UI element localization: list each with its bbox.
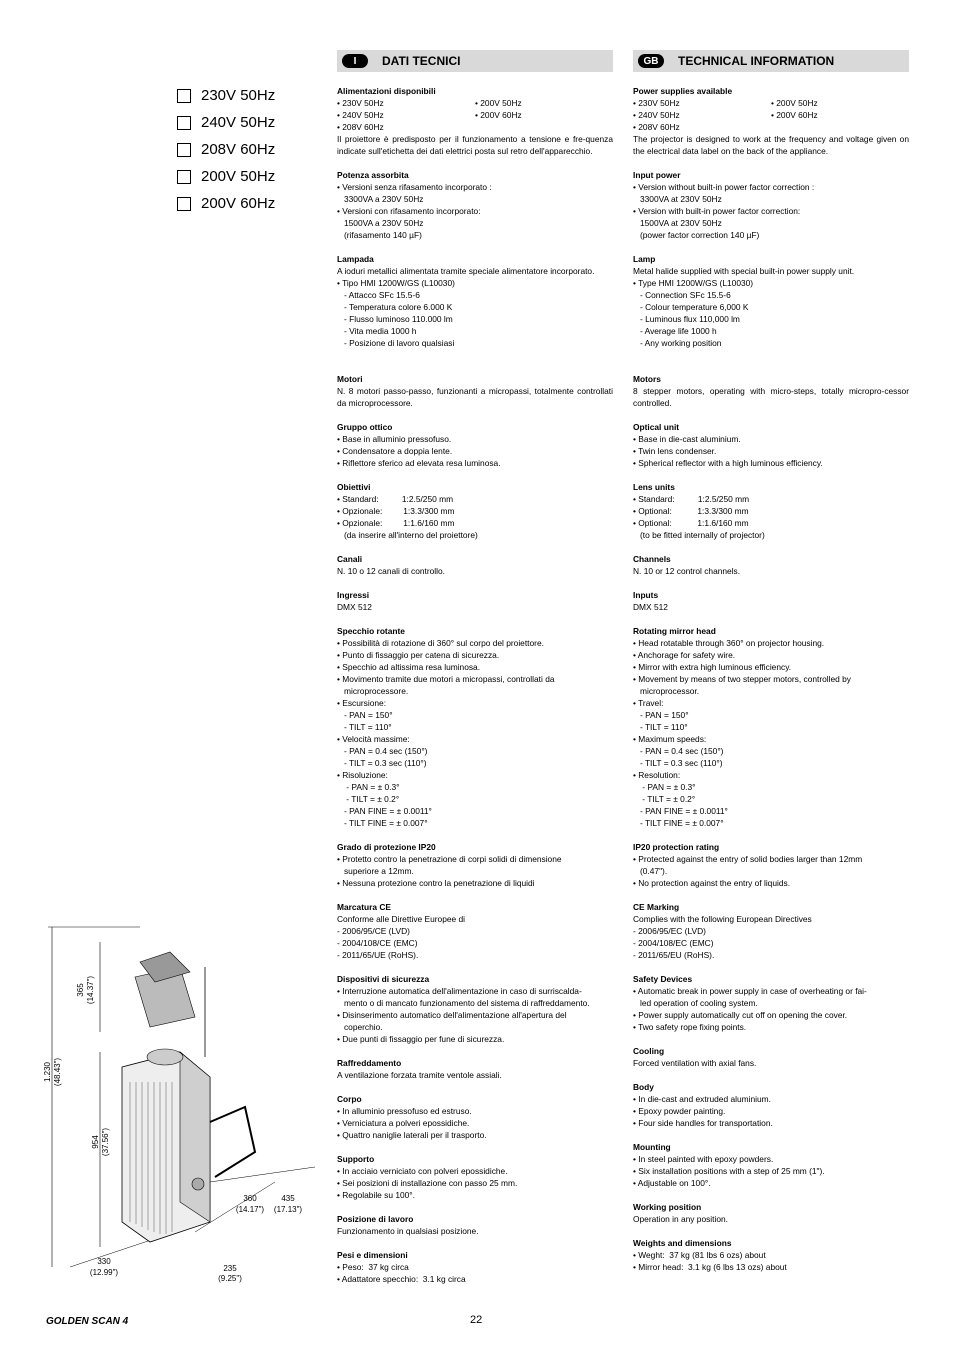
spec-line: - TILT = ± 0.2° xyxy=(633,794,696,804)
spec-line: • Six installation positions with a step of 25 mm (1"). xyxy=(633,1166,825,1176)
spec-text: Forced ventilation with axial fans. xyxy=(633,1058,757,1068)
spec-title: CE Marking xyxy=(633,902,680,912)
section-title: TECHNICAL INFORMATION xyxy=(678,54,835,68)
spec-line: • Verniciatura a polveri epossidiche. xyxy=(337,1118,470,1128)
spec-section xyxy=(633,481,909,541)
spec-title: IP20 protection rating xyxy=(633,842,720,852)
dim-width-1: 360 xyxy=(243,1194,257,1203)
spec-line: • Possibilità di rotazione di 360° sul corpo del proiettore. xyxy=(337,638,544,648)
spec-section xyxy=(633,841,909,889)
spec-text: Funzionamento in qualsiasi posizione. xyxy=(337,1226,479,1236)
power-supply-item: • 240V 50Hz xyxy=(337,110,384,120)
spec-section xyxy=(337,421,613,469)
spec-line: • Resolution: xyxy=(633,770,681,780)
voltage-option[interactable] xyxy=(177,109,275,136)
spec-line: • Nessuna protezione contro la penetrazione di liquidi xyxy=(337,878,535,888)
spec-section xyxy=(337,1213,613,1237)
spec-title: Lens units xyxy=(633,482,675,492)
spec-section xyxy=(337,901,613,961)
spec-text: Il proiettore è predisposto per il funzionamento a tensione e fre-quenza indicate sull'etichetta dei dati elettrici posta sul retro dell'apparecchio. xyxy=(337,134,613,156)
dim-width-1-inches: (14.17") xyxy=(235,1205,265,1214)
spec-line: • No protection against the entry of liquids. xyxy=(633,878,791,888)
spec-title: Pesi e dimensioni xyxy=(337,1250,408,1260)
dim-head: 365 xyxy=(76,983,85,997)
spec-title: Inputs xyxy=(633,590,659,600)
spec-line: • Riflettore sferico ad elevata resa luminosa. xyxy=(337,458,501,468)
dim-total: 1.230 xyxy=(43,1061,52,1083)
power-supply-item: • 230V 50Hz xyxy=(633,98,680,108)
voltage-checkbox[interactable] xyxy=(177,170,191,184)
voltage-label: 200V 60Hz xyxy=(201,195,276,212)
spec-title: Motors xyxy=(633,374,661,384)
spec-text: N. 10 o 12 canali di controllo. xyxy=(337,566,446,576)
spec-section xyxy=(337,253,613,361)
spec-title: Marcatura CE xyxy=(337,902,391,912)
spec-title: Channels xyxy=(633,554,671,564)
dim-depth-2-inches: (9.25") xyxy=(218,1274,242,1283)
spec-title: Input power xyxy=(633,170,681,180)
spec-line: - TILT = 0.3 sec (110°) xyxy=(337,758,427,768)
spec-line: • Weght: 37 kg (81 lbs 6 ozs) about xyxy=(633,1250,766,1260)
spacer xyxy=(633,349,909,361)
spec-section xyxy=(633,589,909,613)
spec-section xyxy=(633,901,909,961)
spec-line: - PAN = 0.4 sec (150°) xyxy=(337,746,428,756)
dim-width-2: 435 xyxy=(281,1194,295,1203)
spec-line: • Travel: xyxy=(633,698,664,708)
spec-line: • In die-cast and extruded aluminium. xyxy=(633,1094,771,1104)
language-badge: GB xyxy=(638,54,664,68)
spec-title: Safety Devices xyxy=(633,974,693,984)
voltage-checkbox[interactable] xyxy=(177,116,191,130)
spec-line: • Mirror head: 3.1 kg (6 lbs 13 ozs) about xyxy=(633,1262,787,1272)
dim-depth-1: 330 xyxy=(97,1257,111,1266)
spec-line: • In acciaio verniciato con polveri epossidiche. xyxy=(337,1166,508,1176)
spec-line: • Punto di fissaggio per catena di sicurezza. xyxy=(337,650,500,660)
spec-line: - Posizione di lavoro qualsiasi xyxy=(337,338,455,348)
spec-title: Weights and dimensions xyxy=(633,1238,732,1248)
spec-line: • Anchorage for safety wire. xyxy=(633,650,736,660)
spec-title: Ingressi xyxy=(337,590,370,600)
spec-line: microprocessor. xyxy=(633,686,700,696)
spec-line: Metal halide supplied with special built-in power supply unit. xyxy=(633,266,855,276)
spec-line: (power factor correction 140 µF) xyxy=(633,230,760,240)
power-supply-item xyxy=(475,121,613,133)
spec-section xyxy=(337,481,613,541)
voltage-options xyxy=(177,82,275,217)
spec-title: Raffreddamento xyxy=(337,1058,402,1068)
dim-depth-2: 235 xyxy=(223,1264,237,1273)
spec-line: • Base in die-cast aluminium. xyxy=(633,434,741,444)
spec-line: • Disinserimento automatico dell'alimentazione all'apertura del xyxy=(337,1010,567,1020)
spec-section xyxy=(633,169,909,241)
spec-line: A ioduri metallici alimentata tramite speciale alimentatore incorporato. xyxy=(337,266,595,276)
spec-section xyxy=(337,373,613,409)
voltage-label: 208V 60Hz xyxy=(201,141,276,158)
spec-title: Alimentazioni disponibili xyxy=(337,86,436,96)
spec-line: - Vita media 1000 h xyxy=(337,326,417,336)
spec-title: Gruppo ottico xyxy=(337,422,393,432)
spec-section xyxy=(633,625,909,829)
spec-line: - Colour temperature 6,000 K xyxy=(633,302,749,312)
spec-line: 3300VA a 230V 50Hz xyxy=(337,194,424,204)
spec-line: - TILT FINE = ± 0.007° xyxy=(337,818,428,828)
spec-section xyxy=(633,85,909,157)
spec-title: Rotating mirror head xyxy=(633,626,716,636)
spec-section xyxy=(337,1153,613,1201)
spec-line: - 2004/108/CE (EMC) xyxy=(337,938,418,948)
spec-line: - Any working position xyxy=(633,338,722,348)
spec-line: - Temperatura colore 6.000 K xyxy=(337,302,453,312)
spec-line: • Version without built-in power factor correction : xyxy=(633,182,815,192)
power-supply-item: • 200V 60Hz xyxy=(771,110,818,120)
spec-title: Dispositivi di sicurezza xyxy=(337,974,430,984)
spec-line: superiore a 12mm. xyxy=(337,866,414,876)
spec-line: • In steel painted with epoxy powders. xyxy=(633,1154,774,1164)
spec-text: N. 10 or 12 control channels. xyxy=(633,566,741,576)
spec-line: • Opzionale: 1:1.6/160 mm xyxy=(337,518,455,528)
power-supply-row xyxy=(337,121,613,133)
spec-line: • Protetto contro la penetrazione di corpi solidi di dimensione xyxy=(337,854,562,864)
spec-line: - Flusso luminoso 110.000 lm xyxy=(337,314,453,324)
spec-section xyxy=(633,1201,909,1225)
dim-width-2-inches: (17.13") xyxy=(273,1205,303,1214)
spec-section xyxy=(337,85,613,157)
spec-line: - PAN = 0.4 sec (150°) xyxy=(633,746,724,756)
spec-line: • Interruzione automatica dell'alimentazione in caso di surriscalda- xyxy=(337,986,582,996)
power-supply-item: • 200V 50Hz xyxy=(771,98,818,108)
spec-line: • Optional: 1:3.3/300 mm xyxy=(633,506,749,516)
spec-line: - 2004/108/EC (EMC) xyxy=(633,938,714,948)
spec-line: - PAN = ± 0.3° xyxy=(633,782,696,792)
voltage-label: 240V 50Hz xyxy=(201,114,276,131)
italian-column xyxy=(337,50,613,1297)
power-supply-item xyxy=(771,121,909,133)
spec-line: - 2006/95/CE (LVD) xyxy=(337,926,410,936)
spec-line: • Optional: 1:1.6/160 mm xyxy=(633,518,749,528)
spec-line: • Versioni con rifasamento incorporato: xyxy=(337,206,481,216)
spec-line: mento o di mancato funzionamento del sistema di raffreddamento. xyxy=(337,998,590,1008)
power-supply-item: • 230V 50Hz xyxy=(337,98,384,108)
dim-total-inches: (48.43") xyxy=(53,1057,62,1087)
spec-section xyxy=(337,1057,613,1081)
spec-line: • Risoluzione: xyxy=(337,770,388,780)
spec-title: Mounting xyxy=(633,1142,671,1152)
spec-section xyxy=(337,841,613,889)
spec-section xyxy=(633,1045,909,1069)
spec-text: DMX 512 xyxy=(337,602,372,612)
power-supply-row xyxy=(337,97,613,109)
spec-line: • Maximum speeds: xyxy=(633,734,707,744)
spec-title: Power supplies available xyxy=(633,86,733,96)
english-column xyxy=(633,50,909,1285)
spec-line: • Movimento tramite due motori a micropassi, controllati da xyxy=(337,674,555,684)
spec-line: • Adjustable on 100°. xyxy=(633,1178,711,1188)
spec-line: • Epoxy powder painting. xyxy=(633,1106,726,1116)
spec-section xyxy=(633,553,909,577)
projector-dimension-drawing xyxy=(30,922,320,1287)
spec-line: • Version with built-in power factor correction: xyxy=(633,206,801,216)
spec-line: • Spherical reflector with a high luminous efficiency. xyxy=(633,458,823,468)
spec-line: coperchio. xyxy=(337,1022,383,1032)
dim-head-inches: (14.37") xyxy=(86,975,95,1005)
spec-line: - Connection SFc 15.5-6 xyxy=(633,290,731,300)
section-header xyxy=(337,50,613,72)
spec-line: • Peso: 37 kg circa xyxy=(337,1262,409,1272)
voltage-checkbox[interactable] xyxy=(177,89,191,103)
spec-line: • Sei posizioni di installazione con passo 25 mm. xyxy=(337,1178,518,1188)
spec-line: • Two safety rope fixing points. xyxy=(633,1022,747,1032)
spec-title: Posizione di lavoro xyxy=(337,1214,414,1224)
spec-line: (da inserire all'interno del proiettore) xyxy=(337,530,478,540)
power-supply-row xyxy=(337,109,613,121)
spec-title: Specchio rotante xyxy=(337,626,405,636)
spec-line: - 2011/65/UE (RoHS). xyxy=(337,950,419,960)
spec-line: led operation of cooling system. xyxy=(633,998,758,1008)
power-supply-item: • 208V 60Hz xyxy=(337,122,384,132)
spec-line: Conforme alle Direttive Europee di xyxy=(337,914,466,924)
spec-line: microprocessore. xyxy=(337,686,409,696)
spec-line: - Attacco SFc 15.5-6 xyxy=(337,290,420,300)
spec-line: • Versioni senza rifasamento incorporato : xyxy=(337,182,492,192)
spec-text: A ventilazione forzata tramite ventole assiali. xyxy=(337,1070,502,1080)
spec-title: Cooling xyxy=(633,1046,665,1056)
dim-body: 954 xyxy=(91,1135,100,1149)
spec-line: • Velocità massime: xyxy=(337,734,410,744)
spec-line: - PAN = 150° xyxy=(633,710,689,720)
spec-section xyxy=(633,253,909,361)
spec-line: • Type HMI 1200W/GS (L10030) xyxy=(633,278,754,288)
spec-line: - TILT = ± 0.2° xyxy=(337,794,400,804)
spec-section xyxy=(633,421,909,469)
spec-line: (rifasamento 140 µF) xyxy=(337,230,422,240)
spec-title: Canali xyxy=(337,554,363,564)
language-badge: I xyxy=(342,54,368,68)
spec-title: Body xyxy=(633,1082,654,1092)
voltage-option[interactable] xyxy=(177,136,275,163)
spec-title: Grado di protezione IP20 xyxy=(337,842,436,852)
spec-line: • Twin lens condenser. xyxy=(633,446,717,456)
spec-line: - PAN = 150° xyxy=(337,710,393,720)
spec-title: Corpo xyxy=(337,1094,362,1104)
power-supply-item: • 200V 60Hz xyxy=(475,110,522,120)
power-supply-row xyxy=(633,97,909,109)
spec-title: Lampada xyxy=(337,254,374,264)
spec-line: • Opzionale: 1:3.3/300 mm xyxy=(337,506,455,516)
voltage-checkbox[interactable] xyxy=(177,143,191,157)
spec-line: - Average life 1000 h xyxy=(633,326,717,336)
spec-line: • Adattatore specchio: 3.1 kg circa xyxy=(337,1274,466,1284)
spec-line: • Condensatore a doppia lente. xyxy=(337,446,453,456)
voltage-option[interactable] xyxy=(177,82,275,109)
spec-section xyxy=(633,973,909,1033)
spec-line: - PAN FINE = ± 0.0011° xyxy=(337,806,432,816)
spec-line: Complies with the following European Directives xyxy=(633,914,812,924)
spec-line: • Escursione: xyxy=(337,698,387,708)
spec-section xyxy=(337,169,613,241)
spec-line: - TILT = 0.3 sec (110°) xyxy=(633,758,723,768)
power-supply-row xyxy=(633,109,909,121)
spec-title: Working position xyxy=(633,1202,702,1212)
spec-line: • Base in alluminio pressofuso. xyxy=(337,434,452,444)
spec-section xyxy=(337,589,613,613)
spec-line: • Power supply automatically cut off on opening the cover. xyxy=(633,1010,848,1020)
voltage-checkbox[interactable] xyxy=(177,197,191,211)
dim-body-inches: (37.56") xyxy=(101,1127,110,1157)
spec-line: - 2006/95/EC (LVD) xyxy=(633,926,706,936)
spec-section xyxy=(337,625,613,829)
dim-depth-1-inches: (12.99") xyxy=(89,1268,119,1277)
spacer xyxy=(337,349,613,361)
spec-title: Potenza assorbita xyxy=(337,170,409,180)
spec-text: The projector is designed to work at the frequency and voltage given on the electrical data label on the back of the appliance. xyxy=(633,134,909,156)
spec-line: 3300VA at 230V 50Hz xyxy=(633,194,722,204)
voltage-label: 230V 50Hz xyxy=(201,87,276,104)
spec-section xyxy=(337,553,613,577)
power-supply-row xyxy=(633,121,909,133)
spec-text: Operation in any position. xyxy=(633,1214,728,1224)
spec-section xyxy=(633,373,909,409)
spec-line: • Head rotatable through 360° on projector housing. xyxy=(633,638,825,648)
spec-line: - PAN = ± 0.3° xyxy=(337,782,400,792)
spec-section xyxy=(337,973,613,1045)
spec-section xyxy=(337,1249,613,1285)
spec-line: - 2011/65/EU (RoHS). xyxy=(633,950,715,960)
spec-line: - PAN FINE = ± 0.0011° xyxy=(633,806,728,816)
spec-line: • Automatic break in power supply in case of overheating or fai- xyxy=(633,986,867,996)
spec-title: Optical unit xyxy=(633,422,680,432)
spec-line: 1500VA at 230V 50Hz xyxy=(633,218,722,228)
spec-title: Obiettivi xyxy=(337,482,371,492)
spec-section xyxy=(633,1081,909,1129)
voltage-option[interactable] xyxy=(177,163,275,190)
spec-line: (0.47"). xyxy=(633,866,668,876)
spec-section xyxy=(633,1141,909,1189)
section-header xyxy=(633,50,909,72)
spec-line: • Four side handles for transportation. xyxy=(633,1118,773,1128)
spec-title: Motori xyxy=(337,374,363,384)
spec-line: • Due punti di fissaggio per fune di sicurezza. xyxy=(337,1034,505,1044)
section-title: DATI TECNICI xyxy=(382,54,461,68)
voltage-label: 200V 50Hz xyxy=(201,168,276,185)
spec-line: • Specchio ad altissima resa luminosa. xyxy=(337,662,481,672)
spec-line: • Protected against the entry of solid bodies larger than 12mm xyxy=(633,854,863,864)
spec-title: Supporto xyxy=(337,1154,375,1164)
power-supply-item: • 240V 50Hz xyxy=(633,110,680,120)
product-name: GOLDEN SCAN 4 xyxy=(46,1316,129,1327)
spec-line: • Movement by means of two stepper motors, controlled by xyxy=(633,674,851,684)
spec-line: • In alluminio pressofuso ed estruso. xyxy=(337,1106,472,1116)
spec-line: - Luminous flux 110,000 lm xyxy=(633,314,740,324)
spec-line: • Quattro naniglie laterali per il trasporto. xyxy=(337,1130,487,1140)
spec-text: 8 stepper motors, operating with micro-steps, totally micropro-cessor controlled. xyxy=(633,386,909,408)
spec-line: - TILT FINE = ± 0.007° xyxy=(633,818,724,828)
spec-line: • Standard: 1:2.5/250 mm xyxy=(633,494,750,504)
spec-line: - TILT = 110° xyxy=(337,722,392,732)
spec-section xyxy=(633,1237,909,1273)
spec-line: • Standard: 1:2.5/250 mm xyxy=(337,494,454,504)
spec-line: • Mirror with extra high luminous efficiency. xyxy=(633,662,792,672)
spec-text: N. 8 motori passo-passo, funzionanti a micropassi, totalmente controllati da microprocessore. xyxy=(337,386,613,408)
spec-line: • Tipo HMI 1200W/GS (L10030) xyxy=(337,278,455,288)
spec-section xyxy=(337,1093,613,1141)
spec-line: • Regolabile su 100°. xyxy=(337,1190,415,1200)
page-number: 22 xyxy=(470,1314,483,1326)
spec-text: DMX 512 xyxy=(633,602,668,612)
power-supply-item: • 200V 50Hz xyxy=(475,98,522,108)
power-supply-item: • 208V 60Hz xyxy=(633,122,680,132)
spec-line: (to be fitted internally of projector) xyxy=(633,530,765,540)
spec-line: 1500VA a 230V 50Hz xyxy=(337,218,424,228)
spec-line: - TILT = 110° xyxy=(633,722,688,732)
spec-title: Lamp xyxy=(633,254,656,264)
voltage-option[interactable] xyxy=(177,190,275,217)
